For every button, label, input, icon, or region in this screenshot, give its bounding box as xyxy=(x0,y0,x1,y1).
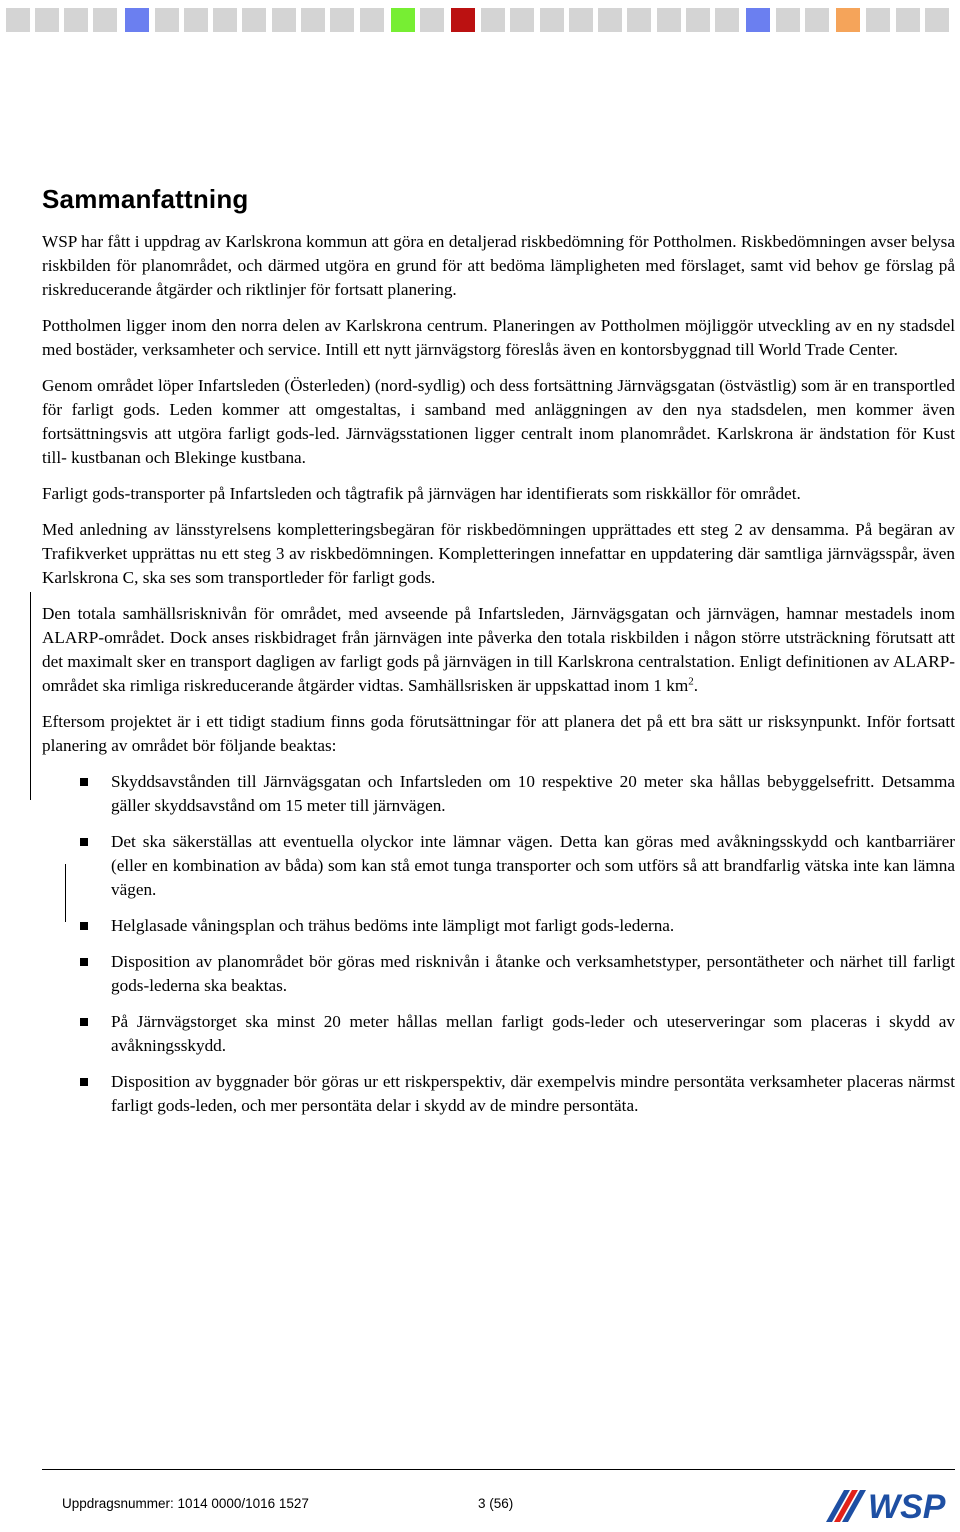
section-heading: Sammanfattning xyxy=(42,184,249,214)
assignment-number: Uppdragsnummer: 1014 0000/1016 1527 xyxy=(62,1496,309,1511)
square-bullet-icon xyxy=(80,1078,88,1086)
square-bullet-icon xyxy=(80,778,88,786)
swatch xyxy=(776,8,800,32)
list-item xyxy=(42,830,955,902)
change-bar xyxy=(30,592,31,800)
paragraph: Eftersom projektet är i ett tidigt stadium finns goda förutsättningar för att planera det på ett bra sätt ur risksynpunkt. Inför fortsatt planering av området bör följande beaktas: xyxy=(42,712,955,755)
list-item-text: På Järnvägstorget ska minst 20 meter hållas mellan farligt gods-leder och uteserveringar som placeras i skydd av avåkningsskydd. xyxy=(111,1012,955,1055)
swatch xyxy=(598,8,622,32)
square-bullet-icon xyxy=(80,838,88,846)
swatch xyxy=(420,8,444,32)
list-item-text: Disposition av byggnader bör göras ur ett riskperspektiv, där exempelvis mindre persontäta verksamheter placeras närmst farligt gods-leden, och mer persontäta delar i skydd av de mindre persontäta. xyxy=(111,1072,955,1115)
swatch xyxy=(569,8,593,32)
swatch xyxy=(330,8,354,32)
swatch xyxy=(360,8,384,32)
paragraph: Med anledning av länsstyrelsens kompletteringsbegäran för riskbedömningen upprättades ett steg 2 av densamma. På begäran av Trafikverket upprättas nu ett steg 3 av riskbedömningen. Kompletteringen innefattar en uppdatering där samtliga järnvägsspår, även Karlskrona C, ska ses som transportleder för farligt gods. xyxy=(42,520,955,587)
list-item xyxy=(42,1070,955,1118)
footer-divider xyxy=(42,1469,955,1470)
swatch xyxy=(481,8,505,32)
square-bullet-icon xyxy=(80,958,88,966)
paragraph: WSP har fått i uppdrag av Karlskrona kommun att göra en detaljerad riskbedömning för Pottholmen. Riskbedömningen avser belysa riskbilden för planområdet, och därmed utgöra en grund för att bedöma lämpligheten med förslaget, samt vid behov ge förslag på riskreducerande åtgärder och riktlinjer för fortsatt planering. xyxy=(42,232,955,299)
wsp-logo xyxy=(822,1482,958,1528)
paragraph: Pottholmen ligger inom den norra delen av Karlskrona centrum. Planeringen av Pottholmen möjliggör utveckling av en ny stadsdel med bostäder, verksamheter och service. Intill ett nytt järnvägstorg föreslås även en kontorsbyggnad till World Trade Center. xyxy=(42,316,955,359)
color-swatch-bar xyxy=(0,0,960,40)
superscript: 2 xyxy=(688,675,694,688)
paragraph-text: Den totala samhällsrisknivån för området, med avseende på Infartsleden, Järnvägsgatan och järnvägen, hamnar mestadels inom ALARP-området. Dock anses riskbidraget från järnvägen inte påverka den totala riskbilden i någon större utsträckning förutsatt att det maximalt sker en transport dagligen av farligt gods på järnvägen in till Karlskrona centralstation. Enligt definitionen av ALARP-området ska rimliga riskreducerande åtgärder vidtas. Samhällsrisken är uppskattad inom 1 km xyxy=(42,604,955,695)
swatch xyxy=(866,8,890,32)
swatch xyxy=(836,8,860,32)
swatch xyxy=(64,8,88,32)
swatch xyxy=(184,8,208,32)
swatch xyxy=(242,8,266,32)
list-item-text: Det ska säkerställas att eventuella olyckor inte lämnar vägen. Detta kan göras med avåkningsskydd och kantbarriärer (eller en kombination av båda) som kan stå emot tunga transporter och som utförs så att brandfarlig vätska inte kan lämna vägen. xyxy=(111,832,955,899)
logo-text: WSP xyxy=(868,1488,946,1526)
paragraph-risk-level xyxy=(42,602,955,698)
list-item xyxy=(42,914,955,938)
swatch xyxy=(6,8,30,32)
list-item-text: Disposition av planområdet bör göras med risknivån i åtanke och verksamhetstyper, persontätheter och närhet till farligt gods-lederna ska beaktas. xyxy=(111,952,955,995)
swatch xyxy=(925,8,949,32)
paragraph: Genom området löper Infartsleden (Österleden) (nord-sydlig) och dess fortsättning Järnvägsgatan (östvästlig) som är en transportled för farligt gods. Leden kommer att omgestaltas, i samband med anläggningen av den nya stadsdelen, men kommer även fortsättningsvis att utgöra farligt gods-led. Järnvägsstationen ligger centralt inom planområdet. Karlskrona är ändstation för Kust till- kustbanan och Blekinge kustbana. xyxy=(42,376,955,467)
page-number: 3 (56) xyxy=(478,1496,514,1511)
list-item xyxy=(42,770,955,818)
swatch xyxy=(93,8,117,32)
square-bullet-icon xyxy=(80,922,88,930)
swatch xyxy=(510,8,534,32)
swatch xyxy=(213,8,237,32)
paragraph: Farligt gods-transporter på Infartsleden och tågtrafik på järnvägen har identifierats som riskkällor för området. xyxy=(42,484,801,503)
swatch xyxy=(35,8,59,32)
list-item xyxy=(42,950,955,998)
swatch xyxy=(272,8,296,32)
swatch xyxy=(451,8,475,32)
swatch xyxy=(155,8,179,32)
swatch xyxy=(391,8,415,32)
swatch xyxy=(805,8,829,32)
list-item xyxy=(42,1010,955,1058)
square-bullet-icon xyxy=(80,1018,88,1026)
swatch xyxy=(896,8,920,32)
swatch xyxy=(657,8,681,32)
list-item-text: Skyddsavstånden till Järnvägsgatan och Infartsleden om 10 respektive 20 meter ska hållas bebyggelsefritt. Detsamma gäller skyddsavstånd om 15 meter till järnvägen. xyxy=(111,772,955,815)
swatch xyxy=(540,8,564,32)
document-body xyxy=(42,230,955,1130)
swatch xyxy=(715,8,739,32)
swatch xyxy=(746,8,770,32)
list-item-text: Helglasade våningsplan och trähus bedöms inte lämpligt mot farligt gods-lederna. xyxy=(111,916,675,935)
swatch xyxy=(125,8,149,32)
swatch xyxy=(301,8,325,32)
swatch xyxy=(627,8,651,32)
recommendation-list xyxy=(42,770,955,1118)
period: . xyxy=(693,676,699,695)
swatch xyxy=(686,8,710,32)
